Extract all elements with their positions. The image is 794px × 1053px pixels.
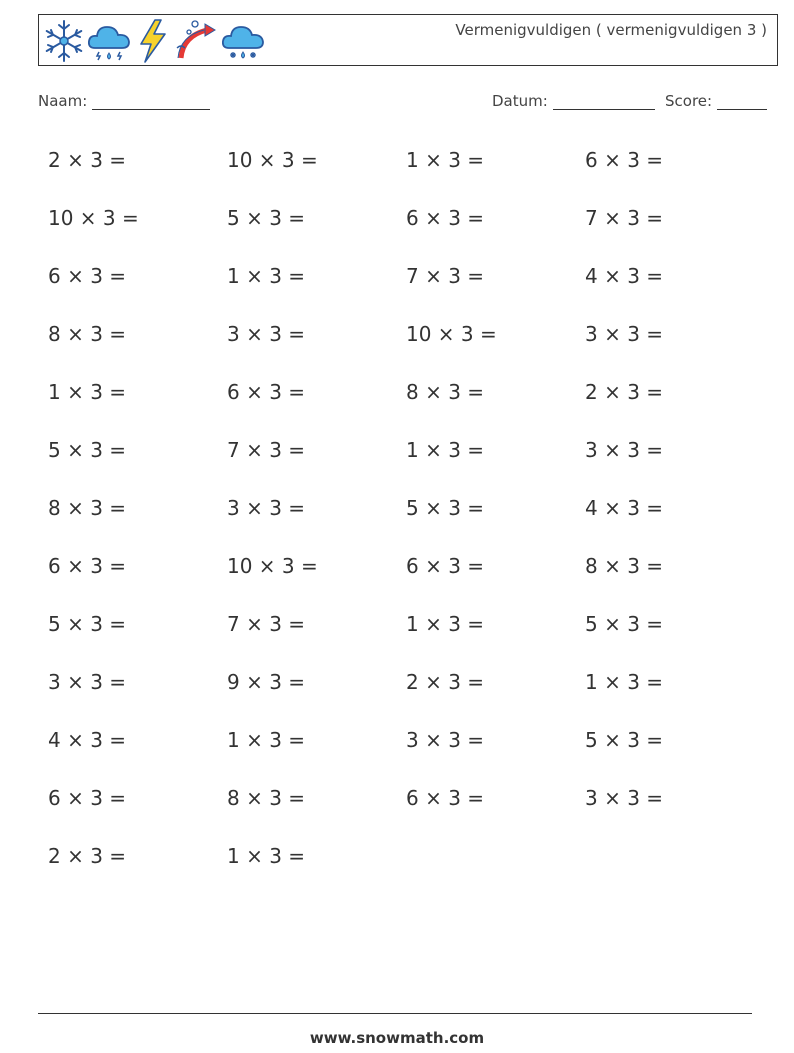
problem-item: 5 × 3 = — [406, 496, 485, 520]
problem-item: 5 × 3 = — [585, 728, 664, 752]
problem-item: 1 × 3 = — [406, 438, 485, 462]
problem-item: 1 × 3 = — [585, 670, 664, 694]
problem-item: 2 × 3 = — [48, 148, 127, 172]
problem-item: 7 × 3 = — [585, 206, 664, 230]
problem-item: 3 × 3 = — [406, 728, 485, 752]
problem-item: 3 × 3 = — [227, 322, 306, 346]
problem-item: 1 × 3 = — [48, 380, 127, 404]
problem-item: 3 × 3 = — [48, 670, 127, 694]
problem-item: 6 × 3 = — [48, 554, 127, 578]
snowflake-icon — [41, 18, 87, 64]
date-label: Datum: — [492, 92, 548, 110]
problem-item: 6 × 3 = — [48, 786, 127, 810]
problem-item: 4 × 3 = — [585, 496, 664, 520]
problem-item: 10 × 3 = — [227, 148, 318, 172]
name-blank[interactable] — [92, 93, 210, 110]
rainbow-wind-icon — [175, 18, 223, 64]
problem-item: 4 × 3 = — [48, 728, 127, 752]
problem-item: 7 × 3 = — [227, 438, 306, 462]
problem-item: 10 × 3 = — [227, 554, 318, 578]
problem-item: 2 × 3 = — [585, 380, 664, 404]
lightning-icon — [137, 18, 169, 64]
problem-item: 2 × 3 = — [406, 670, 485, 694]
problem-item: 6 × 3 = — [585, 148, 664, 172]
problem-item: 8 × 3 = — [48, 496, 127, 520]
problem-item: 1 × 3 = — [227, 264, 306, 288]
problem-item: 6 × 3 = — [48, 264, 127, 288]
problem-item: 3 × 3 = — [585, 322, 664, 346]
problem-item: 6 × 3 = — [406, 786, 485, 810]
score-label: Score: — [665, 92, 713, 110]
footer-divider — [38, 1013, 752, 1014]
problem-item: 1 × 3 = — [227, 728, 306, 752]
snow-cloud-icon — [219, 18, 267, 64]
date-blank[interactable] — [553, 93, 655, 110]
problem-item: 2 × 3 = — [48, 844, 127, 868]
problem-item: 3 × 3 = — [585, 438, 664, 462]
name-field — [38, 92, 210, 110]
rain-cloud-icon — [85, 18, 133, 64]
problem-item: 10 × 3 = — [406, 322, 497, 346]
problem-item: 1 × 3 = — [227, 844, 306, 868]
score-field — [665, 92, 767, 110]
score-blank[interactable] — [717, 93, 767, 110]
problem-item: 7 × 3 = — [227, 612, 306, 636]
problem-item: 6 × 3 = — [227, 380, 306, 404]
problem-item: 5 × 3 = — [48, 438, 127, 462]
worksheet-header — [38, 14, 778, 66]
problem-item: 10 × 3 = — [48, 206, 139, 230]
name-label: Naam: — [38, 92, 88, 110]
problem-item: 8 × 3 = — [227, 786, 306, 810]
problem-item: 8 × 3 = — [585, 554, 664, 578]
problem-item: 9 × 3 = — [227, 670, 306, 694]
problem-item: 4 × 3 = — [585, 264, 664, 288]
problem-item: 3 × 3 = — [227, 496, 306, 520]
problem-item: 5 × 3 = — [48, 612, 127, 636]
worksheet-title: Vermenigvuldigen ( vermenigvuldigen 3 ) — [455, 21, 767, 39]
date-field — [492, 92, 655, 110]
problem-item: 3 × 3 = — [585, 786, 664, 810]
problem-item: 6 × 3 = — [406, 206, 485, 230]
problem-item: 1 × 3 = — [406, 148, 485, 172]
footer-website: www.snowmath.com — [309, 1029, 485, 1047]
problem-item: 1 × 3 = — [406, 612, 485, 636]
problem-item: 5 × 3 = — [227, 206, 306, 230]
problem-item: 5 × 3 = — [585, 612, 664, 636]
problem-item: 6 × 3 = — [406, 554, 485, 578]
problem-item: 8 × 3 = — [48, 322, 127, 346]
problem-item: 8 × 3 = — [406, 380, 485, 404]
problem-item: 7 × 3 = — [406, 264, 485, 288]
